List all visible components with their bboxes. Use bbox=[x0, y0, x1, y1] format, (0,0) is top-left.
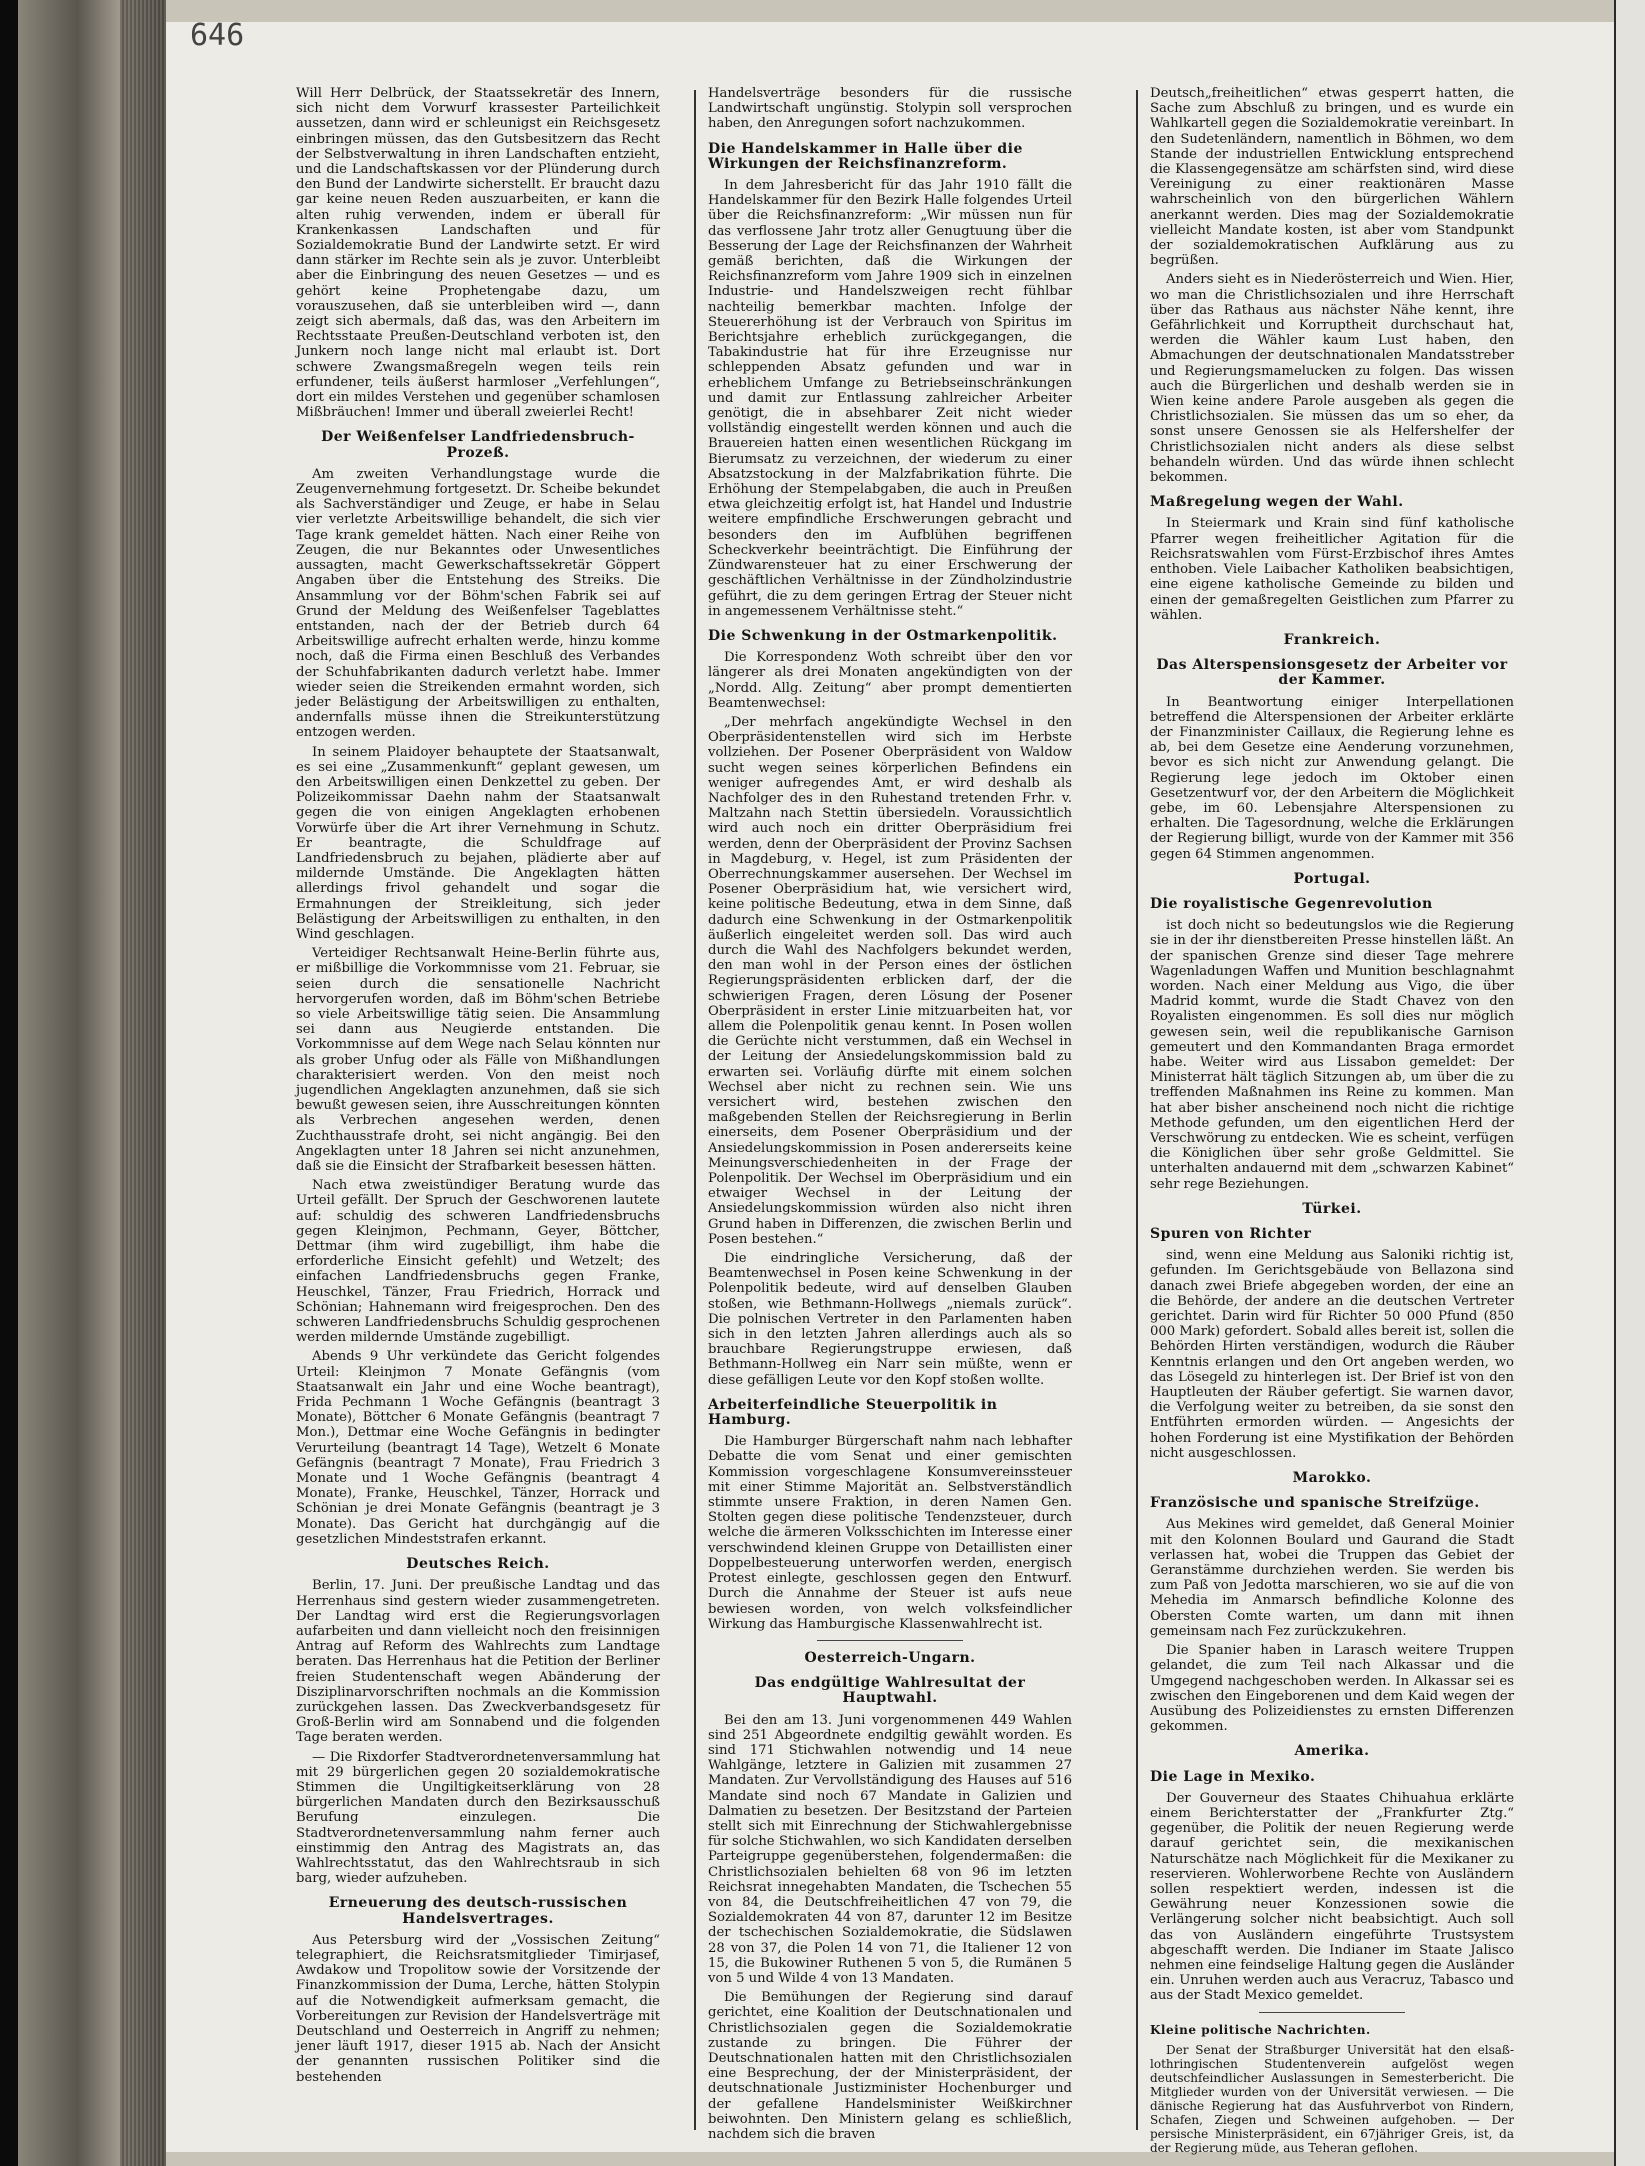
section-heading: Marokko. bbox=[1292, 1470, 1372, 1487]
column-rule bbox=[1136, 90, 1138, 2130]
article-heading: Die royalistische Gegenrevolution bbox=[1150, 895, 1433, 912]
section-heading: Deutsches Reich. bbox=[406, 1556, 550, 1573]
article-text: In dem Jahresbericht für das Jahr 1910 fällt die Handelskammer für den Bezirk Halle folgendes Urteil über die Reichsfinanzreform: „Wir müssen nun für das verflossene Jahr trotz aller Genugtuung über die Besserung der Lage der Reichsfinanzen der Wahrheit gemäß berichten, daß die Wirkungen der Reichsfinanzreform vom Jahre 1909 sich in einzelnen Industrie- und Handelszweigen recht fühlbar nachteilig bemerkbar machten. Infolge der Steuererhöhung ist der Verbrauch von Spiritus im Berichtsjahre erheblich zurückgegangen, die Tabakindustrie hat für ihre Erzeugnisse nur schleppenden Absatz gefunden und war in erheblichem Umfange zu Betriebseinschränkungen und damit zur Entlassung zahlreicher Arbeiter genötigt, die in absehbarer Zeit nicht wieder vollständig eingestellt werden können und auch die Brauereien hatten einen wesentlichen Rückgang im Bierumsatz zu verzeichnen, der wiederum zu einer Absatzstockung in der Malzfabrikation führte. Die Erhöhung der Stempelabgaben, die auch in Preußen etwa gleichzeitig erfolgt ist, hat Handel und Industrie weitere empfindliche Erschwerungen gebracht und besonders den im Aufblühen begriffenen Scheckverkehr beeinträchtigt. Die Einführung der Zündwarensteuer hat zu einer Erschwerung der geschäftlichen Verhältnisse in der Zündholzindustrie geführt, die zu dem geringen Ertrag der Steuer nicht in angemessenem Verhältnisse steht.“ bbox=[708, 178, 1072, 619]
page-edges bbox=[120, 0, 166, 2166]
section-heading: Frankreich. bbox=[1283, 631, 1381, 648]
article-text: Die Korrespondenz Woth schreibt über den vor längerer als drei Monaten angekündigten von der „Nordd. Allg. Zeitung“ aber prompt dementierten Beamtenwechsel: bbox=[708, 650, 1072, 711]
article-text: Nach etwa zweistündiger Beratung wurde das Urteil gefällt. Der Spruch der Geschworenen lautete auf: schuldig des schweren Landfriedensbruchs gegen Kleinjmon, Pechmann, Geyer, Böttcher, Dettmar (ihm wird zugebilligt, ihm habe die erforderliche Einsicht gefehlt) und Wetzelt; des einfachen Landfriedensbruchs gegen Franke, Heuschkel, Tänzer, Frau Friedrich, Horrack und Schönian; Hahnemann wird freigesprochen. Den des schweren Landfriedensbruchs Schuldig gesprochenen werden mildernde Umstände zugebilligt. bbox=[296, 1178, 660, 1346]
section-heading: Oesterreich-Ungarn. bbox=[804, 1649, 976, 1666]
article-text: Die eindringliche Versicherung, daß der Beamtenwechsel in Posen keine Schwenkung in der Polenpolitik bedeute, wird auf denselben Glauben stoßen, wie Bethmann-Hollwegs „niemals zurück“. Die polnischen Vertreter in den Parlamenten haben sich in den letzten Jahren allerdings auch als so brauchbare Regierungstruppe erwiesen, daß Bethmann-Hollweg ein Narr sein müßte, wenn er diese gefälligen Leute vor den Kopf stoßen wollte. bbox=[708, 1251, 1072, 1388]
article-text: Handelsverträge besonders für die russische Landwirtschaft ungünstig. Stolypin soll versprochen haben, den Anregungen sofort nachzukommen. bbox=[708, 86, 1072, 132]
article-text: Abends 9 Uhr verkündete das Gericht folgendes Urteil: Kleinjmon 7 Monate Gefängnis (vom Staatsanwalt ein Jahr und eine Woche beantragt), Frida Pechmann 1 Woche Gefängnis (beantragt 3 Monate), Böttcher 6 Monate Gefängnis (beantragt 7 Mon.), Dettmar eine Woche Gefängnis in bedingter Verurteilung (beantragt 14 Tage), Wetzelt 6 Monate Gefängnis (beantragt 7 Monate), Frau Friedrich 3 Monate und 1 Woche Gefängnis (beantragt 4 Monate), Franke, Heuschkel, Tänzer, Horrack und Schönian je drei Monate Gefängnis (beantragt je 3 Monate). Das Gericht hat durchgängig auf die gesetzlichen Mindeststrafen erkannt. bbox=[296, 1349, 660, 1547]
article-heading: Das endgültige Wahlresultat der Hauptwahl. bbox=[754, 1675, 1026, 1707]
article-heading: Die Handelskammer in Halle über die Wirkungen der Reichsfinanzreform. bbox=[708, 140, 1023, 172]
section-heading: Türkei. bbox=[1302, 1200, 1362, 1217]
article-text: Verteidiger Rechtsanwalt Heine-Berlin führte aus, er mißbillige die Vorkommnisse vom 21. Februar, sie seien durch die sensationelle Nachricht hervorgerufen worden, daß im Böhm'schen Betriebe so viele Arbeitswillige tätig seien. Die Ansammlung sei dann aus Neugierde entstanden. Die Vorkommnisse auf dem Wege nach Selau könnten nur als grober Unfug oder als Fälle von Mißhandlungen charakterisiert werden. Von den meist noch jugendlichen Angeklagten anzunehmen, daß sie sich bewußt gewesen seien, ihre Ausschreitungen könnten als Verbrechen angesehen werden, denen Zuchthausstrafe droht, sei nicht angängig. Bei den Angeklagten unter 18 Jahren sei nicht anzunehmen, daß sie die Einsicht der Strafbarkeit besessen hätten. bbox=[296, 946, 660, 1175]
section-heading: Portugal. bbox=[1293, 870, 1371, 887]
column-2 bbox=[708, 86, 1072, 2142]
article-heading: Französische und spanische Streifzüge. bbox=[1150, 1495, 1480, 1512]
article-text: In Beantwortung einiger Interpellationen betreffend die Alterspensionen der Arbeiter erklärte der Finanzminister Caillaux, die Regierung lehne es ab, bei dem Gesetze eine Aenderung vorzunehmen, bevor es sich nicht zur Anwendung gelangt. Die Regierung lege jedoch im Oktober einen Gesetzentwurf vor, der den Arbeitern die Möglichkeit gebe, im 60. Lebensjahre Alterspensionen zu erhalten. Die Tagesordnung, welche die Erklärungen der Regierung billigt, wurde von der Kammer mit 356 gegen 64 Stimmen angenommen. bbox=[1150, 694, 1514, 862]
article-heading: Arbeiterfeindliche Steuerpolitik in Hamburg. bbox=[708, 1396, 998, 1429]
article-text: sind, wenn eine Meldung aus Saloniki richtig ist, gefunden. Im Gerichtsgebäude von Bellazona sind danach zwei Briefe abgegeben worden, der eine an die Behörde, der andere an die deutschen Vertreter gerichtet. Darin wird für Richter 50 000 Pfund (850 000 Mark) gefordert. Sobald alles bereit ist, sollen die Behörden Hirten verständigen, wodurch die Räuber Kenntnis erlangen und den Ort angeben werden, wo das Lösegeld zu hinterlegen ist. Der Brief ist von den Hauptleuten der Räuber gefertigt. Sie warnen davor, die Verfolgung weiter zu betreiben, da sie sonst den Entführten ermorden würden. — Angesichts der hohen Forderung ist eine Mystifikation der Behörden nicht ausgeschlossen. bbox=[1150, 1248, 1514, 1461]
column-rule bbox=[694, 90, 696, 2130]
page-number: 646 bbox=[190, 18, 245, 53]
article-heading: Die Schwenkung in der Ostmarkenpolitik. bbox=[708, 627, 1058, 644]
article-text: Der Senat der Straßburger Universität hat den elsaß-lothringischen Studentenverein aufgelöst wegen deutschfeindlicher Auslassungen in Semesterbericht. Die Mitglieder wurden von der Universität verwiesen. — Die dänische Regierung hat das Ausfuhrverbot von Rindern, Schafen, Ziegen und Schweinen aufgehoben. — Der persische Ministerpräsident, ein 67jähriger Greis, ist, da der Regierung müde, aus Teheran geflohen. bbox=[1150, 2042, 1514, 2155]
article-text: Bei den am 13. Juni vorgenommenen 449 Wahlen sind 251 Abgeordnete endgiltig gewählt worden. Es sind 171 Stichwahlen notwendig und 14 neue Wahlgänge, letztere in Galizien mit zusammen 27 Mandaten. Zur Vervollständigung des Hauses auf 516 Mandate sind noch 67 Mandate in Galizien und Dalmatien zu besetzen. Der Besitzstand der Parteien stellt sich mit Einrechnung der Stichwahlergebnisse für solche Stichwahlen, wo sich Kandidaten derselben Parteigruppe gegenüberstehen, folgendermaßen: die Christlichsozialen behielten 68 von 96 im letzten Reichsrat innegehabten Mandaten, die Tschechen 55 von 84, die Deutschfreiheitlichen 47 von 79, die Sozialdemokraten 44 von 87, darunter 12 im Besitze der tschechischen Sozialdemokratie, die Südslawen 28 von 37, die Polen 14 von 71, die Italiener 12 von 15, die Bukowiner Ruthenen 5 von 5, die Rumänen 5 von 5 und Wilde 4 von 13 Mandaten. bbox=[708, 1712, 1072, 1986]
article-text: In Steiermark und Krain sind fünf katholische Pfarrer wegen freiheitlicher Agitation für die Reichsratswahlen vom Fürst-Erzbischof ihres Amtes enthoben. Viele Laibacher Katholiken beabsichtigen, eine eigene katholische Gemeinde zu bilden und einen der gemaßregelten Geistlichen zum Pfarrer zu wählen. bbox=[1150, 516, 1514, 623]
section-heading: Amerika. bbox=[1294, 1743, 1370, 1760]
column-3 bbox=[1150, 86, 1514, 2155]
article-text: ist doch nicht so bedeutungslos wie die Regierung sie in der ihr dienstbereiten Presse hinstellen läßt. An der spanischen Grenze sind dieser Tage mehrere Wagenladungen Waffen und Munition beschlagnahmt worden. Nach einer Meldung aus Vigo, die über Madrid kommt, wurde die Stadt Chavez von den Royalisten eingenommen. Es soll dies nur möglich gewesen sein, weil die republikanische Garnison gemeutert und den Kommandanten Braga ermordet habe. Weiter wird aus Lissabon gemeldet: Der Ministerrat hält täglich Sitzungen ab, um über die zu treffenden Maßnahmen ins Reine zu kommen. Man hat aber bisher anscheinend noch nicht die richtige Methode gefunden, um den eigentlichen Herd der Verschwörung zu entdecken. Wie es scheint, verfügen die Königlichen über sehr große Geldmittel. Sie unterhalten andauernd mit dem „schwarzen Kabinet“ sehr rege Beziehungen. bbox=[1150, 918, 1514, 1192]
right-page-edge bbox=[1614, 0, 1645, 2166]
article-text: Der Gouverneur des Staates Chihuahua erklärte einem Berichterstatter der „Frankfurter Ztg.“ gegenüber, die Politik der neuen Regierung werde darauf gerichtet sein, die mexikanischen Naturschätze nach Möglichkeit für die Mexikaner zu reservieren. Wohlerworbene Rechte von Ausländern sollen respektiert werden, indessen ist die Gewährung neuer Konzessionen sowie die Verlängerung solcher nicht beabsichtigt. Auch soll das von Ausländern eingeführte Trustsystem abgeschafft werden. Die Indianer im Staate Jalisco nehmen eine feindselige Haltung gegen die Ausländer ein. Unruhen werden auch aus Veracruz, Tabasco und aus der Stadt Mexico gemeldet. bbox=[1150, 1790, 1514, 2004]
column-1 bbox=[296, 86, 660, 2136]
article-text: Aus Mekines wird gemeldet, daß General Moinier mit den Kolonnen Boulard und Gaurand die Stadt verlassen hat, wobei die Truppen das Gebiet der Geranstämme durchziehen werden. Sie werden bis zum Paß von Jedotta marschieren, wo sie auf die von Mehedia im Anmarsch befindliche Kolonne des Obersten Comte warten, um dann mit ihnen gemeinsam nach Fez zurückzukehren. bbox=[1150, 1517, 1514, 1639]
article-heading: Spuren von Richter bbox=[1150, 1226, 1312, 1243]
article-heading: Kleine politische Nachrichten. bbox=[1150, 2022, 1371, 2037]
article-text: „Der mehrfach angekündigte Wechsel in den Oberpräsidentenstellen wird sich im Herbste vollziehen. Der Posener Oberpräsident von Waldow sucht wegen seines körperlichen Befindens ein weniger aufregendes Amt, er wird deshalb als Nachfolger des in den Ruhestand tretenden Frhr. v. Maltzahn nach Stettin übersiedeln. Voraussichtlich wird auch noch ein dritter Oberpräsidium frei werden, denn der Oberpräsident der Provinz Sachsen in Magdeburg, v. Hegel, ist zum Präsidenten der Oberrechnungskammer ausersehen. Der Wechsel im Posener Oberpräsidium hat, wie versichert wird, keine politische Bedeutung, etwa in dem Sinne, daß dadurch eine Schwenkung in der Ostmarkenpolitik äußerlich eingeleitet werden soll. Das wird auch durch die Wahl des Nachfolgers bekundet werden, den man wohl in der Person eines der östlichen Regierungspräsidenten erblicken darf, der die schwierigen Fragen, deren Lösung der Posener Oberpräsident in erster Linie mitzuarbeiten hat, vor allem die Polenpolitik genau kennt. In Posen wollen die Gerüchte nicht verstummen, daß ein Wechsel in der Leitung der Ansiedelungskommission bald zu erwarten sei. Vorläufig dürfte mit einem solchen Wechsel aber nicht zu rechnen sein. Wie uns versichert wird, bestehen zwischen den maßgebenden Stellen der Reichsregierung in Berlin einerseits, dem Posener Oberpräsidium und der Ansiedelungskommission in Posen andererseits keine Meinungsverschiedenheiten in der Frage der Polenpolitik. Der Wechsel im Oberpräsidium und ein etwaiger Wechsel in der Leitung der Ansiedelungskommission würden also nicht ihren Grund haben in Differenzen, die zwischen Berlin und Posen bestehen.“ bbox=[708, 714, 1072, 1247]
article-heading: Erneuerung des deutsch-russischen Handelsvertrages. bbox=[328, 1895, 628, 1927]
article-heading: Das Alterspensionsgesetz der Arbeiter vor der Kammer. bbox=[1156, 657, 1508, 689]
article-text: Die Spanier haben in Larasch weitere Truppen gelandet, die zum Teil nach Alkassar und die Umgegend nachgeschoben werden. In Alkassar sei es zwischen den Eingeborenen und dem Kaid wegen der Ausübung des Polizeidienstes zu ernsten Differenzen gekommen. bbox=[1150, 1643, 1514, 1735]
article-text: Aus Petersburg wird der „Vossischen Zeitung“ telegraphiert, die Reichsratsmitglieder Timirjasef, Awdakow und Tropolitow sowie der Vorsitzende der Finanzkommission der Duma, Lerche, hätten Stolypin auf die Notwendigkeit aufmerksam gemacht, die Vorbereitungen zur Revision der Handelsverträge mit Deutschland und Oesterreich in Angriff zu nehmen; jener läuft 1917, dieser 1915 ab. Nach der Ansicht der genannten russischen Politiker sind die bestehenden bbox=[296, 1932, 660, 2085]
article-text: Will Herr Delbrück, der Staatssekretär des Innern, sich nicht dem Vorwurf krassester Parteilichkeit aussetzen, dann wird er schleunigst ein Reichsgesetz einbringen müssen, das den Gutsbesitzern das Recht der Selbstverwaltung in ihren Landschaften entzieht, und die Landschaftskassen vor der Plünderung durch den Bund der Landwirte sicherstellt. Er braucht dazu gar keine neuen Reden auszuarbeiten, er kann die alten ruhig verwenden, indem er überall für Krankenkassen Landschaften und für Sozialdemokratie Bund der Landwirte setzt. Er wird dann stärker im Rechte sein als je zuvor. Unterbleibt aber die Einbringung des neuen Gesetzes — und es gehört keine Prophetengabe dazu, um vorauszusehen, daß sie unterbleiben wird —, dann zeigt sich abermals, daß das, was den Arbeitern im Rechtsstaate Preußen-Deutschland verboten ist, den Junkern noch lange nicht mal erlaubt ist. Dort schwere Zwangsmaßregeln wegen teils rein erfundener, teils äußerst harmloser „Verfehlungen“, dort ein mildes Verstehen und gegenüber schamlosen Mißbräuchen! Immer und überall zweierlei Recht! bbox=[296, 86, 660, 421]
article-text: Berlin, 17. Juni. Der preußische Landtag und das Herrenhaus sind gestern wieder zusammengetreten. Der Landtag wird erst die Regierungsvorlagen aufarbeiten und dann vielleicht noch den freisinnigen Antrag auf Reform des Wahlrechts zum Landtage beraten. Das Herrenhaus hat die Petition der Berliner freien Studentenschaft wegen Abänderung der Disziplinarvorschriften nochmals an die Kommission zurückgehen lassen. Das Zweckverbandsgesetz für Groß-Berlin wird am Sonnabend und die folgenden Tage beraten werden. bbox=[296, 1578, 660, 1746]
article-text: In seinem Plaidoyer behauptete der Staatsanwalt, es sei eine „Zusammenkunft“ geplant gewesen, um den Arbeitswilligen einen Denkzettel zu geben. Der Polizeikommissar Daehn nahm der Staatsanwalt gegen die von einigen Angeklagten erhobenen Vorwürfe über die Art ihrer Vernehmung in Schutz. Er beantragte, die Schuldfrage auf Landfriedensbruch zu bejahen, plädierte aber auf mildernde Umstände. Die Angeklagten hätten allerdings frivol gehandelt und sogar die Ermahnungen der Streikleitung, sich jeder Belästigung der Arbeitswilligen zu enthalten, in den Wind geschlagen. bbox=[296, 744, 660, 942]
article-heading: Die Lage in Mexiko. bbox=[1150, 1768, 1316, 1785]
article-heading: Maßregelung wegen der Wahl. bbox=[1150, 494, 1404, 511]
article-text: Am zweiten Verhandlungstage wurde die Zeugenvernehmung fortgesetzt. Dr. Scheibe bekundet als Sachverständiger und Zeuge, er habe in Selau vier verletzte Arbeitswillige behandelt, die sich vier Tage krank gemeldet hätten. Nach einer Reihe von Zeugen, die nur Bekanntes oder Unwesentliches aussagten, macht Gewerkschaftssekretär Göppert Angaben über die Entstehung des Streiks. Die Ansammlung vor der Böhm'schen Fabrik sei auf Grund der Meldung des Weißenfelser Tageblattes entstanden, nach der der Betrieb durch 64 Arbeitswillige aufrecht erhalten werde, hinzu komme noch, daß die Firma einen Beschluß des Verbandes der Schuhfabrikanten dadurch verletzt habe. Immer wieder seien die Streikenden ermahnt worden, sich jeder Belästigung der Arbeitswilligen zu enthalten, andernfalls müsse ihnen die Streikunterstützung entzogen werden. bbox=[296, 466, 660, 741]
article-text: Anders sieht es in Niederösterreich und Wien. Hier, wo man die Christlichsozialen und ihre Herrschaft über das Rathaus aus nächster Nähe kennt, ihre Gefährlichkeit und Korruptheit durchschaut hat, werden die Wähler kaum Lust haben, den Abmachungen der deutschnationalen Mandatsstreber und Regierungsmamelucken zu folgen. Das wissen auch die Bürgerlichen und deshalb werden sie in Wien keine andere Parole ausgeben als gegen die Christlichsozialen. Sie müssen das um so eher, da sonst unsere Genossen sie als Helfershelfer der Christlichsozialen nicht anders als diese selbst behandeln würden. Und das würde ihnen schlecht bekommen. bbox=[1150, 272, 1514, 486]
article-text: Deutsch„freiheitlichen“ etwas gesperrt hatten, die Sache zum Abschluß zu bringen, und es wurde ein Wahlkartell gegen die Sozialdemokratie vereinbart. In den Sudetenländern, namentlich in Böhmen, wo dem Stande der industriellen Entwicklung entsprechend die Klassengegensätze am schärfsten sind, wird diese Vereinigung zu einer reaktionären Masse wahrscheinlich von den bürgerlichen Wählern anerkannt werden. Dies mag der Sozialdemokratie vielleicht Mandate kosten, ist aber vom Standpunkt der sozialdemokratischen Aufklärung aus zu begrüßen. bbox=[1150, 86, 1514, 269]
article-heading: Der Weißenfelser Landfriedensbruch-Prozeß. bbox=[321, 429, 635, 461]
article-text: Die Bemühungen der Regierung sind darauf gerichtet, eine Koalition der Deutschnationalen und Christlichsozialen gegen die Sozialdemokratie zustande zu bringen. Die Führer der Deutschnationalen hatten mit den Christlichsozialen eine Besprechung, der der Ministerpräsident, der deutschnationale Justizminister Hochenburger und der gefallene Handelsminister Weißkirchner beiwohnten. Den Ministern gelang es schließlich, nachdem sich die braven bbox=[708, 1990, 1072, 2142]
article-text: Die Hamburger Bürgerschaft nahm nach lebhafter Debatte die vom Senat und einer gemischten Kommission vorgeschlagene Konsumvereinssteuer mit einer Stimme Majorität an. Selbstverständlich stimmte unsere Fraktion, in deren Namen Gen. Stolten gegen diese politische Tendenzsteuer, durch welche die ärmeren Volksschichten im Interesse einer verschwindend kleinen Gruppe von Detaillisten einer Doppelbesteuerung unterworfen werden, energisch Protest einlegte, geschlossen gegen den Entwurf. Durch die Annahme der Steuer ist aufs neue bewiesen worden, von welch volksfeindlicher Wirkung das Hamburgische Klassenwahlrecht ist. bbox=[708, 1434, 1072, 1632]
scan-gutter bbox=[0, 0, 18, 2166]
section-divider bbox=[817, 1640, 963, 1641]
article-text: — Die Rixdorfer Stadtverordnetenversammlung hat mit 29 bürgerlichen gegen 20 sozialdemokratische Stimmen die Ungiltigkeitserklärung von 28 bürgerlichen Mandaten durch den Bezirksausschuß Berufung einzulegen. Die Stadtverordnetenversammlung nahm ferner auch einstimmig den Antrag des Magistrats an, das Wahlrechtsstatut, das den Wahlrechtsraub in sich barg, wieder aufzuheben. bbox=[296, 1749, 660, 1887]
section-divider bbox=[1259, 2012, 1405, 2013]
